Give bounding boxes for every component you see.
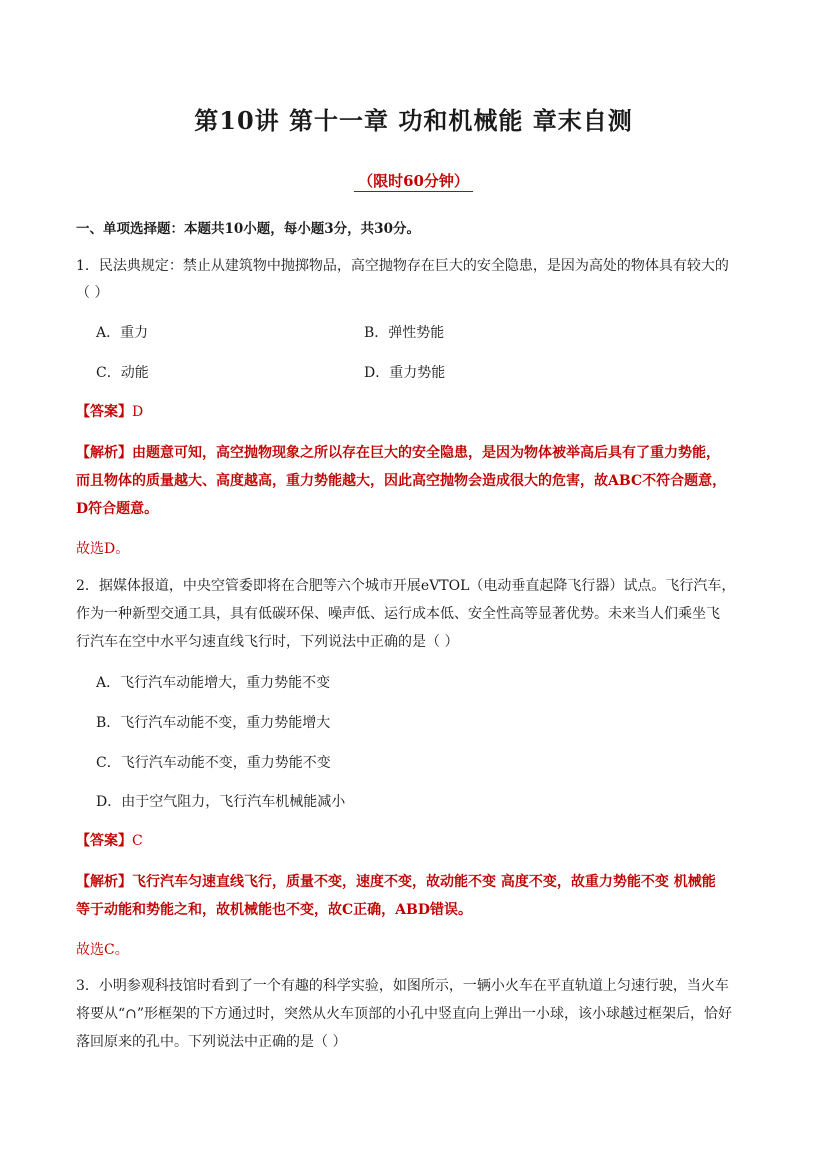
q2-analysis-line-1 [76, 872, 766, 892]
q2-stem-line-3: 行汽车在空中水平匀速直线飞行时，下列说法中正确的是（ ） [76, 634, 459, 650]
q2-answer-label: 【答案】 [76, 833, 132, 849]
q2-option-c: C．飞行汽车动能不变，重力势能不变 [96, 755, 331, 771]
q3-stem-line-3: 落回原来的孔中。下列说法中正确的是（ ） [76, 1034, 347, 1050]
q1-answer-label: 【答案】 [76, 404, 132, 420]
q2-stem-line-2: 作为一种新型交通工具，具有低碳环保、噪声低、运行成本低、安全性高等显著优势。未来当人们乘坐飞 [76, 606, 720, 622]
q2-option-a: A．飞行汽车动能增大，重力势能不变 [96, 675, 331, 691]
section-header: 一、单项选择题：本题共10小题，每小题3分，共30分。 [76, 221, 420, 237]
q3-stem-line-2: 将要从“∩”形框架的下方通过时，突然从火车顶部的小孔中竖直向上弹出一小球，该小球越过框架后，恰好 [76, 1006, 733, 1022]
q1-answer-value: D [132, 404, 144, 420]
q1-option-d: D．重力势能 [364, 365, 446, 381]
q1-option-c: C．动能 [96, 365, 149, 381]
q1-analysis-label: 【解析】 [76, 445, 132, 461]
q2-option-b: B．飞行汽车动能不变，重力势能增大 [96, 715, 331, 731]
q1-analysis-line-1 [76, 443, 766, 463]
time-limit-text: （限时60分钟） [354, 172, 473, 192]
q2-answer [76, 831, 766, 851]
q1-option-a: A．重力 [96, 325, 149, 341]
time-limit-subtitle [0, 170, 827, 191]
q2-analysis-line-2: 等于动能和势能之和，故机械能也不变，故C正确，ABD错误。 [76, 902, 472, 918]
q1-conclusion: 故选D。 [76, 541, 130, 557]
q1-stem-line-1: 1．民法典规定：禁止从建筑物中抛掷物品，高空抛物存在巨大的安全隐患，是因为高处的物体具有较大的 [76, 258, 729, 274]
q2-option-d: D．由于空气阻力，飞行汽车机械能减小 [96, 794, 346, 810]
q1-answer [76, 402, 766, 422]
page-title: 第10讲 第十一章 功和机械能 章末自测 [194, 106, 633, 135]
q1-analysis-line-3: D符合题意。 [76, 501, 159, 517]
q3-stem-line-1: 3．小明参观科技馆时看到了一个有趣的科学实验，如图所示，一辆小火车在平直轨道上匀速行驶，当火车 [76, 978, 729, 994]
q2-stem-line-1: 2．据媒体报道，中央空管委即将在合肥等六个城市开展eVTOL（电动垂直起降飞行器）试点。飞行汽车， [76, 578, 736, 594]
q1-option-b: B．弹性势能 [364, 325, 445, 341]
q2-analysis-text-1: 飞行汽车匀速直线飞行，质量不变，速度不变，故动能不变 高度不变，故重力势能不变 机械能 [132, 874, 716, 890]
q2-answer-value: C [132, 833, 143, 849]
q2-analysis-label: 【解析】 [76, 874, 132, 890]
q1-analysis-line-2: 而且物体的质量越大、高度越高，重力势能越大，因此高空抛物会造成很大的危害，故ABC不符合题意， [76, 473, 727, 489]
q2-conclusion: 故选C。 [76, 942, 129, 958]
q1-stem-line-2: （ ） [76, 285, 109, 301]
q1-analysis-text-1: 由题意可知，高空抛物现象之所以存在巨大的安全隐患，是因为物体被举高后具有了重力势能， [132, 445, 720, 461]
